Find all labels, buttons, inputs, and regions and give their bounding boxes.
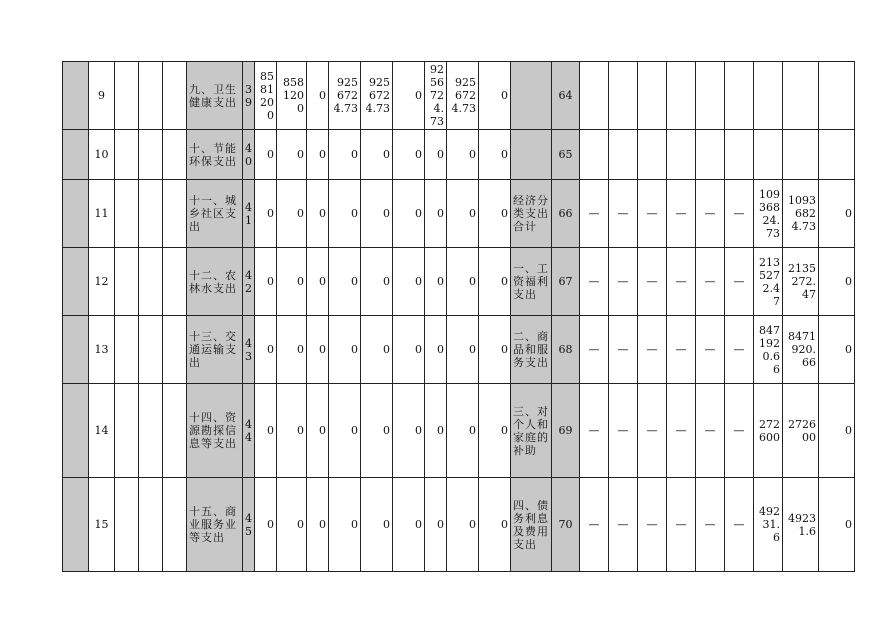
budget-table [62,61,895,572]
dash-cell [725,62,754,130]
amount-cell: 0 [255,478,277,572]
table-cell [163,316,187,384]
income-item-label: 九、卫生健康支出 [187,62,243,130]
row-code: 43 [243,316,255,384]
row-code: 44 [243,384,255,478]
dash-cell [609,130,638,180]
amount-cell: 0 [329,130,361,180]
expense-basic: 2135272.47 [783,248,819,316]
table-cell [163,130,187,180]
table-cell [115,62,139,130]
dash-cell: — [725,316,754,384]
table-cell [139,478,163,572]
amount-cell: 0 [393,62,425,130]
dash-cell: — [638,180,667,248]
row-stub [63,384,89,478]
table-cell [163,248,187,316]
table-row [63,384,895,478]
row-index: 15 [89,478,115,572]
amount-cell: 0 [479,130,511,180]
amount-cell: 0 [361,384,393,478]
income-item-label: 十二、农林水支出 [187,248,243,316]
amount-cell: 0 [479,180,511,248]
table-cell [163,384,187,478]
amount-cell: 0 [393,180,425,248]
dash-cell [667,130,696,180]
amount-cell: 9256724.73 [361,62,393,130]
row-index: 9 [89,62,115,130]
amount-cell: 0 [307,316,329,384]
amount-cell: 0 [361,316,393,384]
amount-cell: 0 [307,478,329,572]
table-cell [163,478,187,572]
row-index: 12 [89,248,115,316]
dash-cell [609,62,638,130]
row-code-2: 70 [552,478,580,572]
dash-cell: — [580,316,609,384]
expense-project: 0 [819,248,855,316]
amount-cell: 0 [393,316,425,384]
table-row [63,62,895,130]
table-cell [139,180,163,248]
dash-cell: — [638,384,667,478]
income-item-label: 十一、城乡社区支出 [187,180,243,248]
expense-project: 0 [819,316,855,384]
amount-cell: 0 [277,130,307,180]
econ-item-label [511,62,552,130]
amount-cell: 0 [307,248,329,316]
table-cell [115,316,139,384]
expense-project: 0 [819,478,855,572]
amount-cell: 9256724.73 [425,62,447,130]
amount-cell: 0 [361,130,393,180]
income-item-label: 十、节能环保支出 [187,130,243,180]
amount-cell: 0 [255,180,277,248]
dash-cell: — [609,316,638,384]
dash-cell: — [580,180,609,248]
income-item-label: 十五、商业服务业等支出 [187,478,243,572]
row-index: 10 [89,130,115,180]
dash-cell [696,130,725,180]
amount-cell: 8581200 [277,62,307,130]
row-code: 41 [243,180,255,248]
table-row [63,316,895,384]
amount-cell: 0 [479,248,511,316]
amount-cell: 0 [425,130,447,180]
amount-cell: 0 [307,62,329,130]
econ-item-label: 四、债务利息及费用支出 [511,478,552,572]
amount-cell: 0 [361,180,393,248]
table-row [63,478,895,572]
table-cell [139,130,163,180]
amount-cell: 0 [447,248,479,316]
amount-cell: 0 [479,384,511,478]
income-item-label: 十四、资源勘探信息等支出 [187,384,243,478]
amount-cell: 9256724.73 [447,62,479,130]
amount-cell: 0 [329,248,361,316]
amount-cell: 8581200 [255,62,277,130]
econ-item-label [511,130,552,180]
row-index: 11 [89,180,115,248]
amount-cell: 0 [393,384,425,478]
expense-basic [783,130,819,180]
expense-project: 0 [819,180,855,248]
amount-cell: 0 [255,316,277,384]
dash-cell: — [609,384,638,478]
row-code-2: 66 [552,180,580,248]
dash-cell [667,62,696,130]
dash-cell: — [725,384,754,478]
dash-cell: — [696,478,725,572]
dash-cell [580,130,609,180]
table-cell [163,62,187,130]
table-cell [139,248,163,316]
amount-cell: 0 [447,478,479,572]
amount-cell: 0 [255,248,277,316]
expense-basic: 10936824.73 [783,180,819,248]
dash-cell: — [696,180,725,248]
row-code: 40 [243,130,255,180]
amount-cell: 0 [277,384,307,478]
table-cell [115,180,139,248]
dash-cell: — [667,478,696,572]
table-cell [115,384,139,478]
amount-cell: 0 [479,478,511,572]
amount-cell: 0 [447,316,479,384]
row-code-2: 68 [552,316,580,384]
row-code: 42 [243,248,255,316]
dash-cell [638,130,667,180]
table-row [63,180,895,248]
table-row [63,130,895,180]
amount-cell: 0 [479,316,511,384]
row-code-2: 64 [552,62,580,130]
econ-item-label: 三、对个人和家庭的补助 [511,384,552,478]
dash-cell: — [696,316,725,384]
dash-cell: — [667,180,696,248]
expense-total: 272600 [754,384,783,478]
amount-cell: 0 [425,180,447,248]
amount-cell: 0 [393,478,425,572]
econ-item-label: 二、商品和服务支出 [511,316,552,384]
amount-cell: 0 [277,248,307,316]
dash-cell: — [609,248,638,316]
amount-cell: 0 [277,180,307,248]
table-cell [139,316,163,384]
amount-cell: 0 [447,384,479,478]
expense-total [754,130,783,180]
amount-cell: 0 [447,130,479,180]
dash-cell [580,62,609,130]
dash-cell [725,130,754,180]
table-cell [115,248,139,316]
dash-cell: — [696,384,725,478]
dash-cell: — [580,248,609,316]
amount-cell: 0 [255,130,277,180]
amount-cell: 0 [307,130,329,180]
amount-cell: 0 [425,316,447,384]
dash-cell: — [667,384,696,478]
dash-cell: — [725,478,754,572]
expense-basic: 272600 [783,384,819,478]
table-cell [163,180,187,248]
expense-project [819,62,855,130]
row-stub [63,478,89,572]
dash-cell: — [609,180,638,248]
econ-item-label: 一、工资福利支出 [511,248,552,316]
dash-cell: — [638,478,667,572]
amount-cell: 0 [277,478,307,572]
expense-project: 0 [819,384,855,478]
amount-cell: 0 [329,478,361,572]
expense-total [754,62,783,130]
amount-cell: 0 [361,248,393,316]
dash-cell: — [638,248,667,316]
expense-basic: 49231.6 [783,478,819,572]
expense-project [819,130,855,180]
table-cell [115,478,139,572]
dash-cell: — [638,316,667,384]
table-row [63,248,895,316]
row-stub [63,180,89,248]
amount-cell: 0 [393,248,425,316]
dash-cell [638,62,667,130]
row-code: 45 [243,478,255,572]
row-stub [63,248,89,316]
expense-basic [783,62,819,130]
table-cell [139,62,163,130]
amount-cell: 0 [307,180,329,248]
row-code: 39 [243,62,255,130]
expense-total: 2135272.47 [754,248,783,316]
row-stub [63,130,89,180]
amount-cell: 0 [479,62,511,130]
dash-cell: — [580,384,609,478]
amount-cell: 0 [307,384,329,478]
row-stub [63,62,89,130]
amount-cell: 0 [361,478,393,572]
row-code-2: 67 [552,248,580,316]
amount-cell: 0 [329,180,361,248]
amount-cell: 0 [425,478,447,572]
amount-cell: 0 [425,248,447,316]
amount-cell: 0 [425,384,447,478]
table-cell [115,130,139,180]
amount-cell: 9256724.73 [329,62,361,130]
dash-cell: — [725,248,754,316]
dash-cell: — [609,478,638,572]
amount-cell: 0 [393,130,425,180]
dash-cell: — [667,248,696,316]
amount-cell: 0 [329,384,361,478]
income-item-label: 十三、交通运输支出 [187,316,243,384]
dash-cell: — [725,180,754,248]
row-code-2: 69 [552,384,580,478]
row-index: 14 [89,384,115,478]
econ-item-label: 经济分类支出合计 [511,180,552,248]
amount-cell: 0 [329,316,361,384]
amount-cell: 0 [277,316,307,384]
row-index: 13 [89,316,115,384]
dash-cell [696,62,725,130]
dash-cell: — [667,316,696,384]
row-stub [63,316,89,384]
expense-total: 10936824.73 [754,180,783,248]
amount-cell: 0 [255,384,277,478]
expense-total: 49231.6 [754,478,783,572]
table-cell [139,384,163,478]
dash-cell: — [696,248,725,316]
amount-cell: 0 [447,180,479,248]
expense-basic: 8471920.66 [783,316,819,384]
dash-cell: — [580,478,609,572]
expense-total: 8471920.66 [754,316,783,384]
row-code-2: 65 [552,130,580,180]
